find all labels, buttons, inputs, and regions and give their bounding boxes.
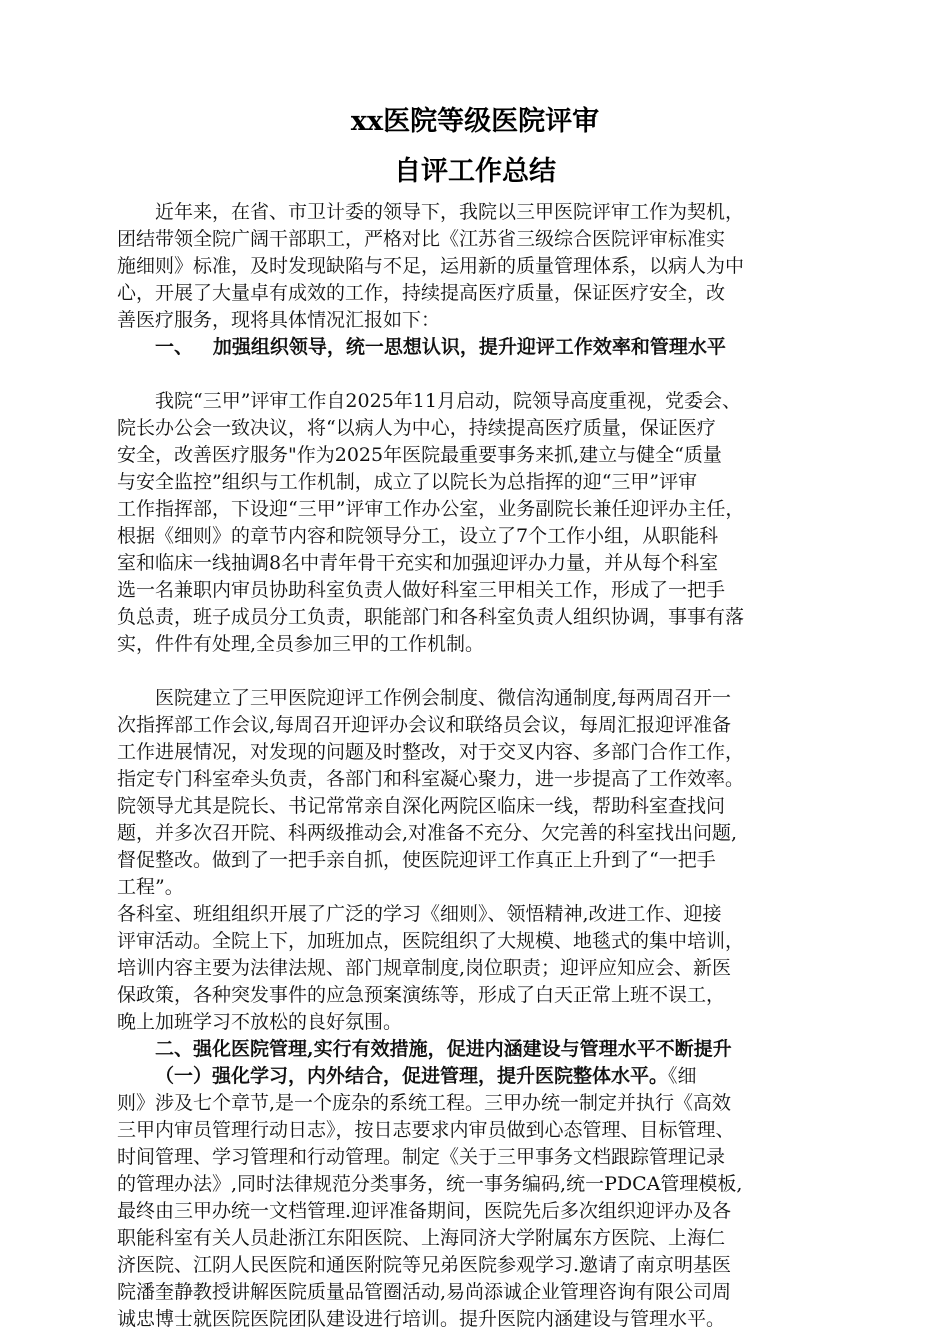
- text-line: 各科室、班组组织开展了广泛的学习《细则》、领悟精神,改进工作、迎接: [117, 903, 722, 925]
- section-heading-1: 一、 加强组织领导，统一思想认识，提升迎评工作效率和管理水平: [155, 336, 726, 358]
- subheading-tail: 《细: [668, 1065, 697, 1087]
- text-line: 我院“三甲”评审工作自2025年11月启动，院领导高度重视，党委会、: [155, 390, 741, 412]
- text-line: 职能科室有关人员赴浙江东阳医院、上海同济大学附属东方医院、上海仁: [117, 1227, 726, 1249]
- text-line: 则》涉及七个章节,是一个庞杂的系统工程。三甲办统一制定并执行《高效: [117, 1092, 732, 1114]
- document-title-line1: xx医院等级医院评审: [350, 106, 600, 137]
- text-line: 济医院、江阴人民医院和通医附院等兄弟医院参观学习.邀请了南京明基医: [117, 1254, 732, 1276]
- document-title-line2: 自评工作总结: [394, 156, 556, 187]
- text-line: 保政策，各种突发事件的应急预案演练等，形成了白天正常上班不误工，: [117, 984, 726, 1006]
- text-line: 善医疗服务，现将具体情况汇报如下：: [117, 309, 441, 331]
- text-line: 与安全监控”组织与工作机制，成立了以院长为总指挥的迎“三甲”评审: [117, 471, 698, 493]
- text-line: 院潘奎静教授讲解医院质量品管圈活动,易尚添诚企业管理咨询有限公司周: [117, 1281, 732, 1303]
- paragraph-meeting-system: [117, 685, 857, 901]
- text-line: 安全，改善医疗服务"作为2025年医院最重要事务来抓,建立与健全“质量: [117, 444, 722, 466]
- text-line: 三甲内审员管理行动日志》，按日志要求内审员做到心态管理、目标管理、: [117, 1119, 735, 1141]
- document-body: [117, 199, 857, 1333]
- text-line: 团结带领全院广阔干部职工，严格对比《江苏省三级综合医院评审标准实: [117, 228, 726, 250]
- text-line: [117, 1063, 857, 1090]
- text-line: 实，件件有处理,全员参加三甲的工作机制。: [117, 633, 485, 655]
- text-line: 晚上加班学习不放松的良好氛围。: [117, 1011, 403, 1033]
- text-line: 院领导尤其是院长、书记常常亲自深化两院区临床一线，帮助科室查找问: [117, 795, 726, 817]
- text-line: 评审活动。全院上下，加班加点，医院组织了大规模、地毯式的集中培训，: [117, 930, 745, 952]
- text-line: 的管理办法》,同时法律规范分类事务，统一事务编码,统一PDCA管理模板,: [117, 1173, 743, 1195]
- text-line: 时间管理、学习管理和行动管理。制定《关于三甲事务文档跟踪管理记录: [117, 1146, 726, 1168]
- text-line: 选一名兼职内审员协助科室负责人做好科室三甲相关工作，形成了一把手: [117, 579, 726, 601]
- text-line: 工作指挥部，下设迎“三甲”评审工作办公室，业务副院长兼任迎评办主任，: [117, 498, 745, 520]
- text-line: 诚忠博士就医院医院团队建设进行培训。提升医院内涵建设与管理水平。: [117, 1308, 726, 1330]
- paragraph-training: [117, 901, 857, 1036]
- paragraph-gap: [117, 361, 857, 388]
- text-line: 心，开展了大量卓有成效的工作，持续提高医疗质量，保证医疗安全，改: [117, 282, 726, 304]
- text-line: 督促整改。做到了一把手亲自抓，使医院迎评工作真正上升到了“一把手: [117, 849, 716, 871]
- text-line: 题，并多次召开院、科两级推动会,对准备不充分、欠完善的科室找出问题,: [117, 822, 738, 844]
- text-line: 培训内容主要为法律法规、部门规章制度,岗位职责；迎评应知应会、新医: [117, 957, 732, 979]
- text-line: 近年来，在省、市卫计委的领导下，我院以三甲医院评审工作为契机，: [155, 201, 745, 223]
- text-line: 工程”。: [117, 876, 184, 898]
- text-line: 施细则》标准，及时发现缺陷与不足，运用新的质量管理体系，以病人为中: [117, 255, 745, 277]
- section-heading-2: 二、强化医院管理,实行有效措施，促进内涵建设与管理水平不断提升: [155, 1038, 732, 1060]
- text-line: 工作进展情况，对发现的问题及时整改，对于交叉内容、多部门合作工作，: [117, 741, 745, 763]
- subheading-1: （一）强化学习，内外结合，促进管理，提升医院整体水平。: [155, 1065, 669, 1087]
- intro-paragraph: [117, 199, 857, 334]
- text-line: 最终由三甲办统一文档管理.迎评准备期间，医院先后多次组织迎评办及各: [117, 1200, 732, 1222]
- paragraph-gap: [117, 658, 857, 685]
- text-line: 指定专门科室牵头负责，各部门和科室凝心聚力，进一步提高了工作效率。: [117, 768, 745, 790]
- text-line: 负总责，班子成员分工负责，职能部门和各科室负责人组织协调，事事有落: [117, 606, 745, 628]
- paragraph-organization: [117, 388, 857, 658]
- paragraph-learning: [117, 1063, 857, 1333]
- text-line: 医院建立了三甲医院迎评工作例会制度、微信沟通制度,每两周召开一: [155, 687, 732, 709]
- text-line: 室和临床一线抽调8名中青年骨干充实和加强迎评办力量，并从每个科室: [117, 552, 719, 574]
- text-line: 次指挥部工作会议,每周召开迎评办会议和联络员会议，每周汇报迎评准备: [117, 714, 732, 736]
- text-line: 院长办公会一致决议，将“以病人为中心，持续提高医疗质量，保证医疗: [117, 417, 716, 439]
- text-line: 根据《细则》的章节内容和院领导分工，设立了7个工作小组，从职能科: [117, 525, 719, 547]
